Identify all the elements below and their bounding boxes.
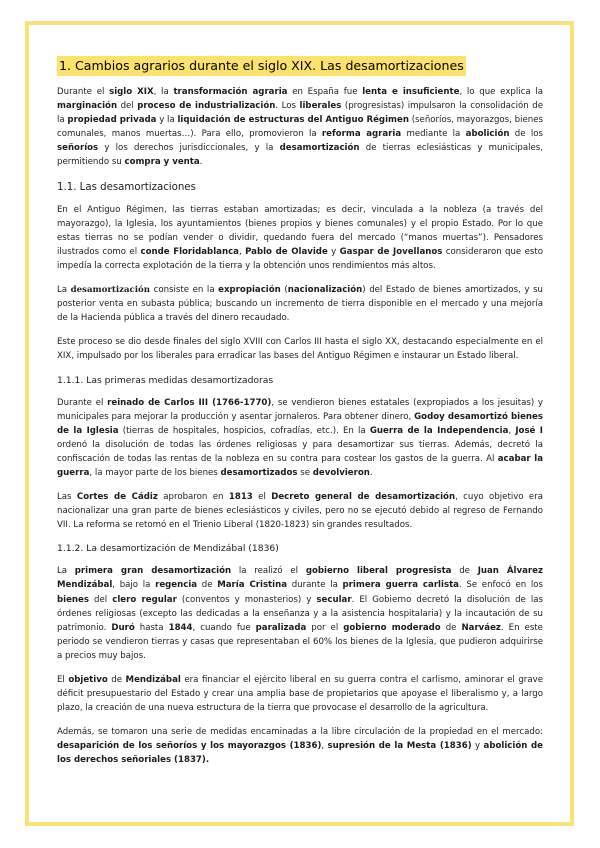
text-run: ) del Estado de bienes amortizados, y su posterior venta en subasta pública; buscando un incremento de tierra disponible en el mercado y una mejoría de la Hacienda pública a través del dinero recaudado. bbox=[57, 285, 543, 324]
text-run: . Los bbox=[275, 101, 300, 112]
bold-text: Juan Álvarez Mendizábal bbox=[57, 566, 543, 591]
text-run: y la bbox=[156, 115, 178, 126]
text-run: (señoríos, mayorazgos, bienes comunales, manos muertas…). Para ello, promovieron la bbox=[57, 115, 543, 140]
text-run: consideraron que esto impedía la correcta explotación de la tierra y la obtención unos rendimientos más altos. bbox=[57, 246, 543, 271]
intro-paragraph bbox=[57, 85, 543, 170]
text-run: . El Gobierno decretó la disolución de las órdenes religiosas (excepto las dedicadas a la enseñanza y a la asistencia hospitalaria) y la incautación de su patrimonio. bbox=[57, 594, 543, 633]
bold-text: devolvieron bbox=[312, 467, 370, 478]
text-run: , lo que explica la bbox=[459, 87, 544, 97]
bold-text: transformación agraria bbox=[173, 87, 288, 97]
text-run: , la bbox=[153, 87, 174, 97]
text-run: en España fue bbox=[287, 87, 363, 97]
bold-text: primera gran desamortización bbox=[74, 566, 232, 577]
text-run: consiste en la bbox=[150, 285, 219, 296]
text-run: En el Antiguo Régimen, las tierras estaban amortizadas; es decir, vinculada a la nobleza (a través del mayorazgo), la Iglesia, los ayuntamientos (bienes propios y bienes comunales) y el propio Estado. Por lo que estas tierras no se podían vender o dividir, quedando fuera del mercado (“manos muertas”). Pensadores ilustrados como el bbox=[57, 204, 543, 257]
bold-text: abolición bbox=[465, 129, 510, 140]
bold-text: Duró bbox=[111, 622, 135, 633]
bold-text: proceso de industrialización bbox=[137, 101, 276, 112]
text-run: , bbox=[508, 425, 516, 436]
section-heading-primeras-medidas: 1.1.1. Las primeras medidas desamortizadoras bbox=[57, 374, 274, 386]
text-run: se bbox=[297, 467, 313, 478]
text-run: de bbox=[440, 622, 462, 633]
text-run: , bajo la bbox=[112, 580, 156, 591]
text-run: la realizó el bbox=[231, 566, 306, 577]
bold-text: regencia bbox=[155, 580, 198, 591]
bold-text: reforma agraria bbox=[321, 129, 402, 140]
document-body bbox=[57, 56, 543, 778]
text-run: , bbox=[238, 246, 246, 257]
text-run: ( bbox=[280, 285, 288, 296]
carlos-iii-paragraph bbox=[57, 396, 543, 481]
bold-text: lenta e insuficiente bbox=[362, 87, 460, 97]
bold-text: acabar la guerra bbox=[57, 453, 543, 478]
text-run: era financiar el ejército liberal en su guerra contra el carlismo, aminorar el grave déficit presupuestario del Estado y crear una amplia base de propietarios que apoyase el liberalismo y, a largo plazo, la creación de una nueva estructura de la tierra que provocase el desarrollo de la agricultura. bbox=[57, 675, 543, 714]
emphasis-text: desamortización bbox=[70, 285, 151, 296]
text-run: , cuando fue bbox=[192, 622, 256, 633]
bold-text: clero regular bbox=[112, 594, 177, 605]
text-run: Durante el bbox=[57, 87, 110, 97]
bold-text: liquidación de estructuras del Antiguo Régimen bbox=[177, 115, 409, 126]
bold-text: objetivo bbox=[68, 675, 108, 685]
bold-text: secular bbox=[316, 594, 352, 605]
text-run: . En este periodo se vendieron tierras y casas que representaban el 60% los bienes de la Iglesia, que pudieron adquirirse a precios muy bajos. bbox=[57, 622, 543, 661]
bold-text: Gaspar de Jovellanos bbox=[339, 246, 443, 257]
text-run: Además, se tomaron una serie de medidas encaminadas a la libre circulación de la propiedad en el mercado: bbox=[57, 727, 543, 738]
text-run: (progresistas) impulsaron la consolidación de la bbox=[57, 101, 543, 126]
text-run: aprobaron en bbox=[157, 492, 229, 503]
bold-text: paralizada bbox=[255, 622, 307, 633]
text-run: de bbox=[197, 580, 218, 591]
objetivo-paragraph bbox=[57, 673, 543, 715]
bold-text: bienes bbox=[57, 594, 89, 605]
mendizabal-paragraph bbox=[57, 564, 543, 663]
text-run: del bbox=[117, 101, 138, 112]
bold-text: Mendizábal bbox=[125, 675, 181, 685]
bold-text: gobierno liberal progresista bbox=[305, 566, 452, 577]
text-run: y bbox=[327, 246, 340, 257]
bold-text: desaparición de los señoríos y los mayorazgos (1836) bbox=[57, 741, 322, 752]
bold-text: reinado de Carlos III (1766-1770) bbox=[107, 397, 272, 408]
text-run: mediante la bbox=[401, 129, 466, 140]
text-run: , se vendieron bienes estatales (expropiados a los jesuitas) y municipales para mejorar la producción y asentar jornaleros. Para obtener dinero, bbox=[57, 397, 544, 422]
text-run: . bbox=[199, 157, 203, 168]
text-run: de bbox=[451, 566, 478, 577]
bold-text: desamortización bbox=[279, 143, 360, 154]
text-run: Las bbox=[57, 492, 77, 503]
text-run: durante la bbox=[287, 580, 343, 591]
definition-paragraph bbox=[57, 283, 543, 325]
text-run: de tierras eclesiásticas y municipales, permitiendo su bbox=[57, 143, 543, 168]
medidas-paragraph bbox=[57, 725, 543, 767]
text-run: hasta bbox=[134, 622, 169, 633]
bold-text: Pablo de Olavide bbox=[245, 246, 328, 257]
text-run: . bbox=[369, 467, 373, 478]
page-title: 1. Cambios agrarios durante el siglo XIX. Las desamortizaciones bbox=[57, 56, 466, 76]
bold-text: desamortizados bbox=[220, 467, 298, 478]
bold-text: marginación bbox=[57, 101, 118, 112]
bold-text: abolición de los derechos señoriales (1837). bbox=[57, 741, 543, 766]
antiguo-regimen-paragraph bbox=[57, 203, 543, 273]
bold-text: Guerra de la Independencia bbox=[369, 425, 509, 436]
text-run: Este proceso se dio desde finales del siglo XVIII con Carlos III hasta el siglo XX, destacando especialmente en el XIX, impulsado por los liberales para erradicar las bases del Antiguo Régimen e instaurar un Estado liberal. bbox=[57, 337, 543, 362]
bold-text: nacionalización bbox=[287, 285, 363, 296]
bold-text: Cortes de Cádiz bbox=[76, 492, 158, 503]
bold-text: María Cristina bbox=[217, 580, 288, 591]
bold-text: José I bbox=[515, 425, 544, 436]
bold-text: señoríos bbox=[57, 143, 99, 154]
text-run: de bbox=[107, 675, 126, 685]
bold-text: liberales bbox=[299, 101, 342, 112]
bold-text: siglo XIX bbox=[109, 87, 154, 97]
bold-text: supresión de la Mesta (1836) bbox=[327, 741, 472, 752]
cortes-cadiz-paragraph bbox=[57, 490, 543, 532]
process-paragraph bbox=[57, 335, 543, 363]
text-run: Durante el bbox=[57, 397, 108, 408]
bold-text: Decreto general de desamortización bbox=[271, 492, 456, 503]
text-run: y bbox=[471, 741, 484, 752]
text-run: el bbox=[252, 492, 272, 503]
bold-text: propiedad privada bbox=[67, 115, 157, 126]
bold-text: 1844 bbox=[168, 622, 193, 633]
bold-text: Godoy desamortizó bienes de la Iglesia bbox=[57, 411, 543, 436]
text-run: , la mayor parte de los bienes bbox=[89, 467, 221, 478]
text-run: (conventos y monasterios) y bbox=[176, 594, 317, 605]
text-run: La bbox=[57, 566, 75, 577]
section-heading-mendizabal: 1.1.2. La desamortización de Mendizábal (1836) bbox=[57, 543, 279, 555]
text-run: ordenó la disolución de todas las órdenes religiosas y para desamortizar sus tierras. Además, decretó la confiscación de todas las rentas de la nobleza en su contra para costear los gastos de la guerra. Al bbox=[57, 439, 543, 464]
bold-text: conde Floridablanca bbox=[140, 246, 239, 257]
bold-text: primera guerra carlista bbox=[342, 580, 459, 591]
text-run: . Se enfocó en los bbox=[458, 580, 544, 591]
bold-text: compra y venta bbox=[124, 157, 200, 168]
section-heading-desamortizaciones: 1.1. Las desamortizaciones bbox=[57, 181, 196, 193]
text-run: (tierras de hospitales, hospicios, cofradías, etc.). En la bbox=[118, 425, 370, 436]
text-run: La bbox=[57, 285, 71, 296]
bold-text: 1813 bbox=[228, 492, 253, 503]
text-run: , cuyo objetivo era nacionalizar una gran parte de bienes eclesiásticos y civiles, pero no se ejecutó debido al regreso de Fernando VII. La reforma se retomó en el Trienio Liberal (1820-1823) sin grandes resultados. bbox=[57, 492, 544, 531]
text-run: del bbox=[89, 594, 113, 605]
bold-text: gobierno moderado bbox=[343, 622, 441, 633]
text-run: , bbox=[321, 741, 328, 752]
text-run: y los derechos jurisdiccionales, y la bbox=[98, 143, 280, 154]
text-run: por el bbox=[306, 622, 344, 633]
bold-text: Narváez bbox=[461, 622, 501, 633]
text-run: El bbox=[57, 675, 69, 685]
text-run: de los bbox=[509, 129, 543, 140]
bold-text: expropiación bbox=[218, 285, 281, 296]
